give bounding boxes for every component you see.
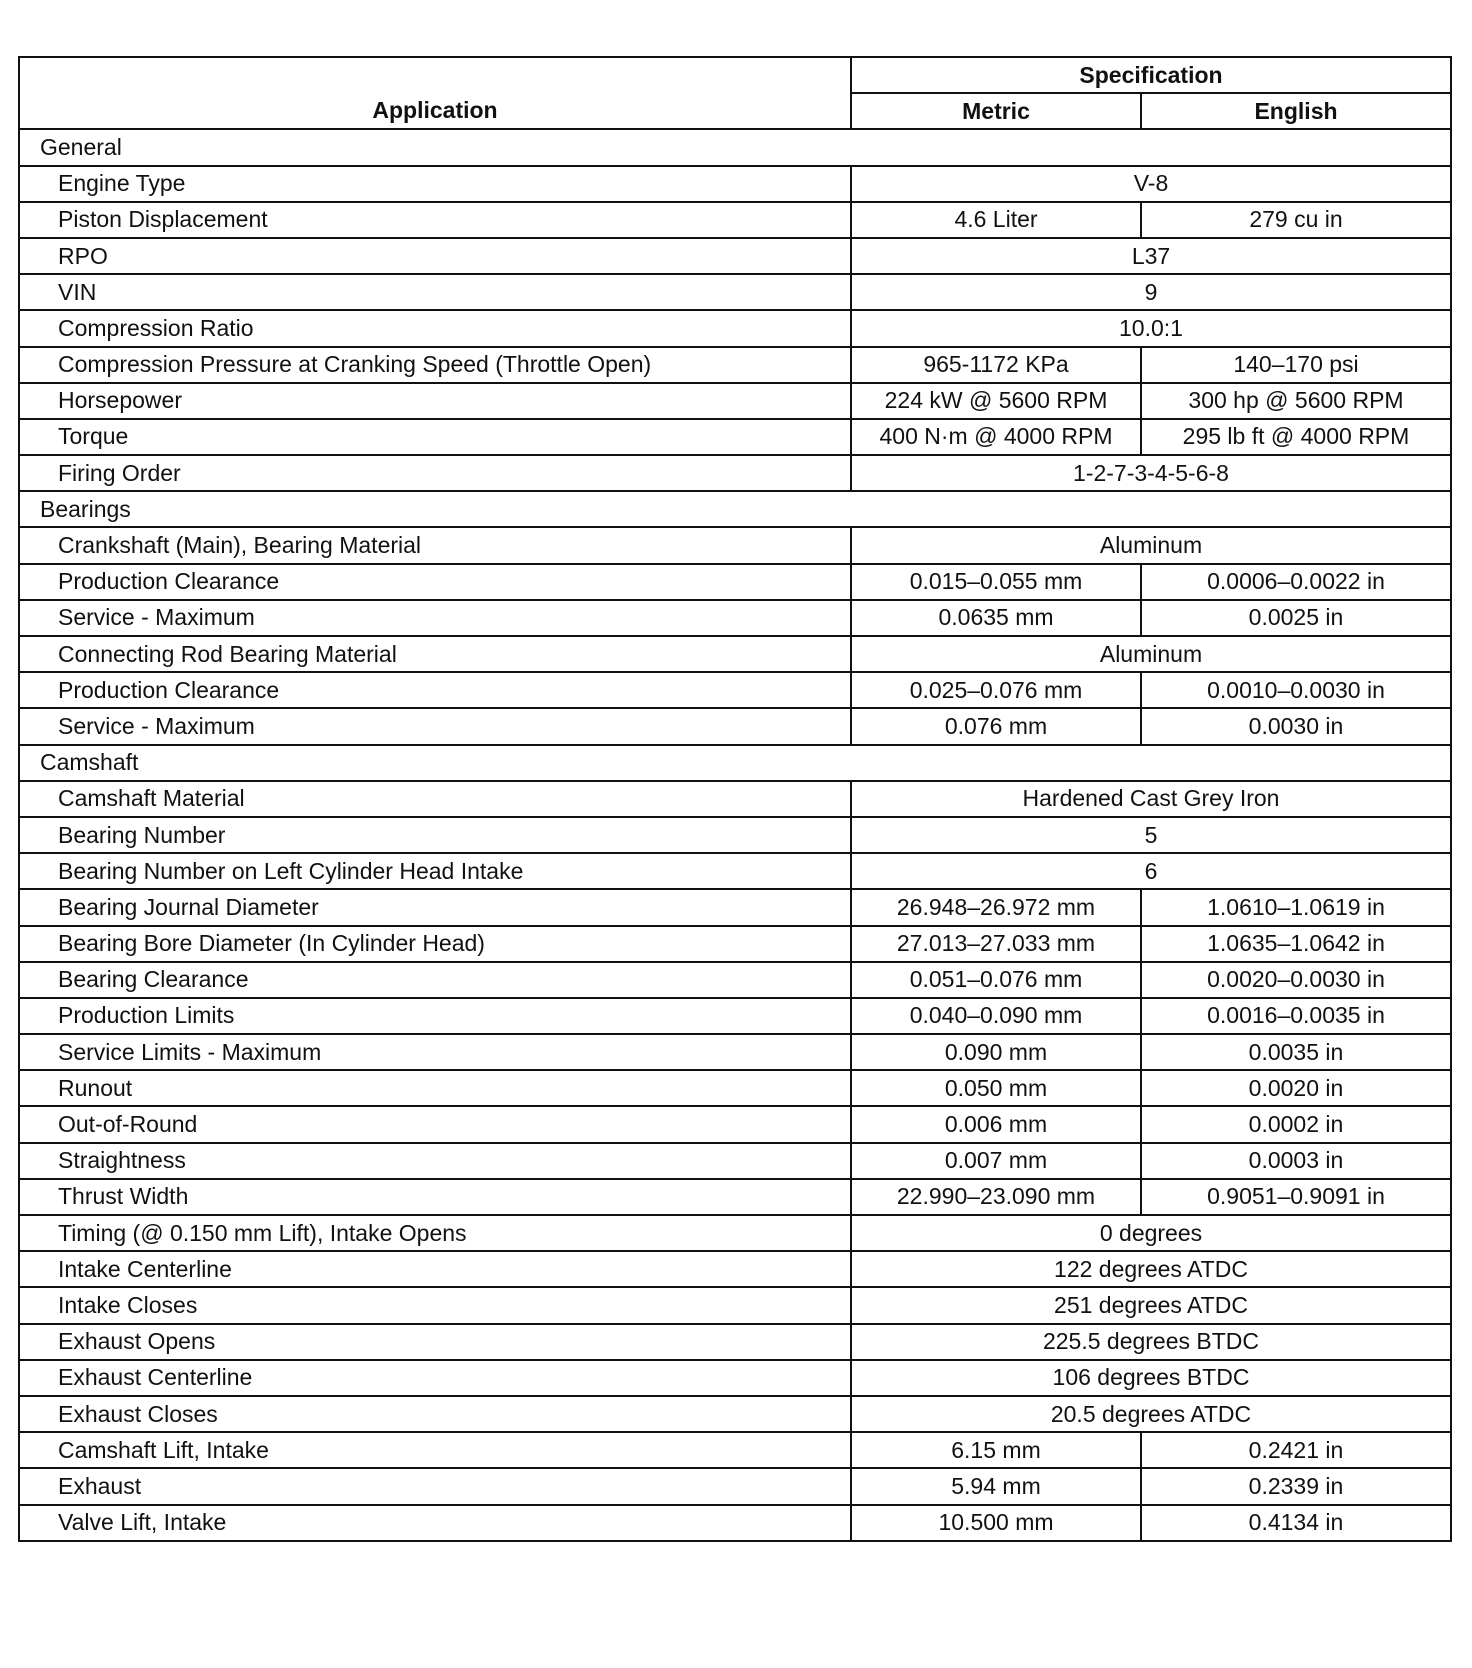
table-row: [19, 310, 1451, 346]
metric-value: 27.013–27.033 mm: [851, 926, 1141, 962]
specification-header: Specification: [851, 57, 1451, 93]
section-title: General: [19, 129, 1451, 165]
table-row: [19, 1505, 1451, 1541]
english-value: 1.0610–1.0619 in: [1141, 889, 1451, 925]
row-label: Bearing Bore Diameter (In Cylinder Head): [19, 926, 851, 962]
metric-value: 0.050 mm: [851, 1070, 1141, 1106]
row-label: Crankshaft (Main), Bearing Material: [19, 527, 851, 563]
metric-value: 224 kW @ 5600 RPM: [851, 383, 1141, 419]
table-row: [19, 274, 1451, 310]
row-label: Thrust Width: [19, 1179, 851, 1215]
table-row: [19, 1251, 1451, 1287]
combined-value: 106 degrees BTDC: [851, 1360, 1451, 1396]
metric-header: Metric: [851, 93, 1141, 129]
row-label: Compression Pressure at Cranking Speed (Throttle Open): [19, 347, 851, 383]
metric-value: 22.990–23.090 mm: [851, 1179, 1141, 1215]
metric-value: 400 N·m @ 4000 RPM: [851, 419, 1141, 455]
metric-value: 0.051–0.076 mm: [851, 962, 1141, 998]
english-value: 0.2339 in: [1141, 1468, 1451, 1504]
table-row: [19, 1287, 1451, 1323]
english-value: 0.0020 in: [1141, 1070, 1451, 1106]
table-row: [19, 1468, 1451, 1504]
english-value: 0.0020–0.0030 in: [1141, 962, 1451, 998]
row-label: Firing Order: [19, 455, 851, 491]
section-row: [19, 129, 1451, 165]
english-value: 0.0016–0.0035 in: [1141, 998, 1451, 1034]
table-row: [19, 238, 1451, 274]
row-label: Service Limits - Maximum: [19, 1034, 851, 1070]
table-row: [19, 383, 1451, 419]
table-row: [19, 202, 1451, 238]
metric-value: 0.025–0.076 mm: [851, 672, 1141, 708]
table-row: [19, 1070, 1451, 1106]
table-row: [19, 1396, 1451, 1432]
table-row: [19, 564, 1451, 600]
row-label: Torque: [19, 419, 851, 455]
row-label: Exhaust Closes: [19, 1396, 851, 1432]
row-label: Timing (@ 0.150 mm Lift), Intake Opens: [19, 1215, 851, 1251]
row-label: VIN: [19, 274, 851, 310]
english-value: 0.9051–0.9091 in: [1141, 1179, 1451, 1215]
metric-value: 6.15 mm: [851, 1432, 1141, 1468]
table-row: [19, 600, 1451, 636]
combined-value: L37: [851, 238, 1451, 274]
table-row: [19, 419, 1451, 455]
combined-value: Hardened Cast Grey Iron: [851, 781, 1451, 817]
table-row: [19, 455, 1451, 491]
row-label: Runout: [19, 1070, 851, 1106]
table-row: [19, 166, 1451, 202]
metric-value: 0.007 mm: [851, 1143, 1141, 1179]
combined-value: 9: [851, 274, 1451, 310]
english-value: 0.0002 in: [1141, 1106, 1451, 1142]
spec-table-container: [18, 56, 1450, 1542]
metric-value: 0.076 mm: [851, 708, 1141, 744]
table-row: [19, 636, 1451, 672]
table-row: [19, 853, 1451, 889]
section-title: Camshaft: [19, 745, 1451, 781]
english-value: 0.0025 in: [1141, 600, 1451, 636]
english-value: 0.0010–0.0030 in: [1141, 672, 1451, 708]
row-label: Camshaft Material: [19, 781, 851, 817]
metric-value: 26.948–26.972 mm: [851, 889, 1141, 925]
table-row: [19, 347, 1451, 383]
table-row: [19, 962, 1451, 998]
english-value: 0.0006–0.0022 in: [1141, 564, 1451, 600]
english-value: 140–170 psi: [1141, 347, 1451, 383]
table-row: [19, 926, 1451, 962]
english-value: 0.4134 in: [1141, 1505, 1451, 1541]
row-label: Exhaust: [19, 1468, 851, 1504]
combined-value: Aluminum: [851, 636, 1451, 672]
row-label: Service - Maximum: [19, 708, 851, 744]
table-row: [19, 781, 1451, 817]
metric-value: 0.040–0.090 mm: [851, 998, 1141, 1034]
english-value: 0.0003 in: [1141, 1143, 1451, 1179]
row-label: Straightness: [19, 1143, 851, 1179]
table-row: [19, 1179, 1451, 1215]
table-row: [19, 998, 1451, 1034]
table-row: [19, 527, 1451, 563]
application-header: Application: [19, 57, 851, 129]
table-row: [19, 1215, 1451, 1251]
table-row: [19, 1360, 1451, 1396]
combined-value: 251 degrees ATDC: [851, 1287, 1451, 1323]
row-label: Intake Closes: [19, 1287, 851, 1323]
row-label: Exhaust Centerline: [19, 1360, 851, 1396]
row-label: Camshaft Lift, Intake: [19, 1432, 851, 1468]
table-header: [19, 57, 1451, 129]
row-label: Valve Lift, Intake: [19, 1505, 851, 1541]
english-value: 279 cu in: [1141, 202, 1451, 238]
metric-value: 10.500 mm: [851, 1505, 1141, 1541]
english-value: 295 lb ft @ 4000 RPM: [1141, 419, 1451, 455]
table-row: [19, 708, 1451, 744]
table-row: [19, 672, 1451, 708]
english-header: English: [1141, 93, 1451, 129]
row-label: Compression Ratio: [19, 310, 851, 346]
row-label: Piston Displacement: [19, 202, 851, 238]
row-label: Production Clearance: [19, 672, 851, 708]
english-value: 0.0030 in: [1141, 708, 1451, 744]
row-label: Bearing Number: [19, 817, 851, 853]
combined-value: 6: [851, 853, 1451, 889]
combined-value: 122 degrees ATDC: [851, 1251, 1451, 1287]
row-label: Exhaust Opens: [19, 1324, 851, 1360]
row-label: Bearing Number on Left Cylinder Head Intake: [19, 853, 851, 889]
metric-value: 4.6 Liter: [851, 202, 1141, 238]
metric-value: 0.0635 mm: [851, 600, 1141, 636]
engine-spec-table: [18, 56, 1452, 1542]
table-row: [19, 1106, 1451, 1142]
combined-value: 20.5 degrees ATDC: [851, 1396, 1451, 1432]
section-title: Bearings: [19, 491, 1451, 527]
row-label: Connecting Rod Bearing Material: [19, 636, 851, 672]
row-label: Bearing Clearance: [19, 962, 851, 998]
combined-value: 0 degrees: [851, 1215, 1451, 1251]
metric-value: 965-1172 KPa: [851, 347, 1141, 383]
combined-value: 10.0:1: [851, 310, 1451, 346]
english-value: 300 hp @ 5600 RPM: [1141, 383, 1451, 419]
row-label: Engine Type: [19, 166, 851, 202]
combined-value: 5: [851, 817, 1451, 853]
row-label: Production Clearance: [19, 564, 851, 600]
english-value: 0.0035 in: [1141, 1034, 1451, 1070]
metric-value: 0.090 mm: [851, 1034, 1141, 1070]
metric-value: 0.006 mm: [851, 1106, 1141, 1142]
english-value: 0.2421 in: [1141, 1432, 1451, 1468]
table-body: [19, 129, 1451, 1540]
combined-value: Aluminum: [851, 527, 1451, 563]
section-row: [19, 745, 1451, 781]
row-label: Out-of-Round: [19, 1106, 851, 1142]
english-value: 1.0635–1.0642 in: [1141, 926, 1451, 962]
table-row: [19, 889, 1451, 925]
combined-value: V-8: [851, 166, 1451, 202]
row-label: Service - Maximum: [19, 600, 851, 636]
row-label: Horsepower: [19, 383, 851, 419]
row-label: Intake Centerline: [19, 1251, 851, 1287]
metric-value: 0.015–0.055 mm: [851, 564, 1141, 600]
row-label: Production Limits: [19, 998, 851, 1034]
metric-value: 5.94 mm: [851, 1468, 1141, 1504]
table-row: [19, 1143, 1451, 1179]
combined-value: 1-2-7-3-4-5-6-8: [851, 455, 1451, 491]
row-label: Bearing Journal Diameter: [19, 889, 851, 925]
table-row: [19, 1324, 1451, 1360]
combined-value: 225.5 degrees BTDC: [851, 1324, 1451, 1360]
row-label: RPO: [19, 238, 851, 274]
table-row: [19, 817, 1451, 853]
table-row: [19, 1432, 1451, 1468]
table-row: [19, 1034, 1451, 1070]
section-row: [19, 491, 1451, 527]
